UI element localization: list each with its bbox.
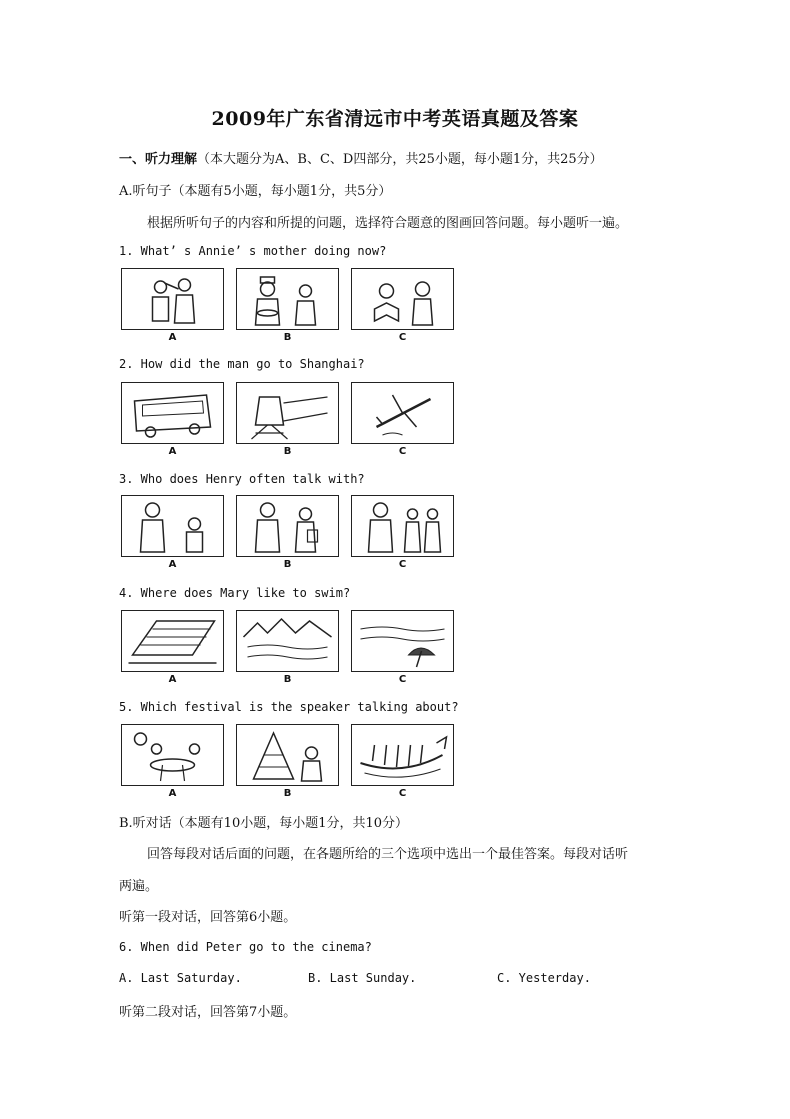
train-icon <box>236 382 339 444</box>
man-student-icon <box>236 495 339 557</box>
plane-icon <box>351 382 454 444</box>
question-6-option-b: B. Last Sunday. <box>308 971 417 985</box>
option-label-a: A <box>168 674 177 685</box>
section1-note: （本大题分为A、B、C、D四部分，共25小题，每小题1分，共25分） <box>197 152 603 167</box>
option-label-c: C <box>398 332 407 343</box>
river-icon <box>236 610 339 672</box>
man-boy-icon <box>121 495 224 557</box>
pool-icon <box>121 610 224 672</box>
option-label-c: C <box>398 788 407 799</box>
question-6: 6. When did Peter go to the cinema? <box>119 940 372 954</box>
cook-icon <box>236 268 339 330</box>
question-6-option-c: C. Yesterday. <box>497 971 591 985</box>
bus-icon <box>121 382 224 444</box>
question-1: 1. What’ s Annie’ s mother doing now? <box>119 244 387 258</box>
option-label-c: C <box>398 559 407 570</box>
dragon-boat-icon <box>351 724 454 786</box>
question-3: 3. Who does Henry often talk with? <box>119 472 365 486</box>
option-label-c: C <box>398 446 407 457</box>
partB-heading: B.听对话（本题有10小题，每小题1分，共10分） <box>119 816 409 831</box>
beach-icon <box>351 610 454 672</box>
partA-heading: A.听句子（本题有5小题，每小题1分，共5分） <box>119 184 392 199</box>
partB-instruction-2: 两遍。 <box>119 879 159 894</box>
section1-heading: 一、听力理解 <box>119 152 198 167</box>
question-5-pictures <box>121 724 455 802</box>
mid-autumn-icon <box>121 724 224 786</box>
section1-heading-line <box>119 148 603 167</box>
question-4: 4. Where does Mary like to swim? <box>119 586 351 600</box>
option-label-b: B <box>283 332 292 343</box>
question-3-pictures <box>121 495 455 573</box>
partA-instruction: 根据所听句子的内容和所提的问题，选择符合题意的图画回答问题。每小题听一遍。 <box>147 216 629 231</box>
option-label-a: A <box>168 446 177 457</box>
dialog-1-note: 听第一段对话，回答第6小题。 <box>119 910 297 925</box>
grandparents-icon <box>351 495 454 557</box>
question-4-pictures <box>121 610 455 688</box>
option-label-b: B <box>283 674 292 685</box>
question-2: 2. How did the man go to Shanghai? <box>119 357 365 371</box>
question-5: 5. Which festival is the speaker talking about? <box>119 700 459 714</box>
option-label-a: A <box>168 559 177 570</box>
option-label-a: A <box>168 332 177 343</box>
christmas-icon <box>236 724 339 786</box>
option-label-b: B <box>283 446 292 457</box>
option-label-b: B <box>283 559 292 570</box>
reading-icon <box>351 268 454 330</box>
option-label-a: A <box>168 788 177 799</box>
question-1-pictures <box>121 268 455 346</box>
question-6-option-a: A. Last Saturday. <box>119 971 242 985</box>
option-label-c: C <box>398 674 407 685</box>
barber-icon <box>121 268 224 330</box>
question-2-pictures <box>121 382 455 460</box>
dialog-2-note: 听第二段对话，回答第7小题。 <box>119 1005 297 1020</box>
partB-instruction-1: 回答每段对话后面的问题，在各题所给的三个选项中选出一个最佳答案。每段对话听 <box>147 847 629 862</box>
option-label-b: B <box>283 788 292 799</box>
page-title: 2009年广东省清远市中考英语真题及答案 <box>211 108 579 130</box>
